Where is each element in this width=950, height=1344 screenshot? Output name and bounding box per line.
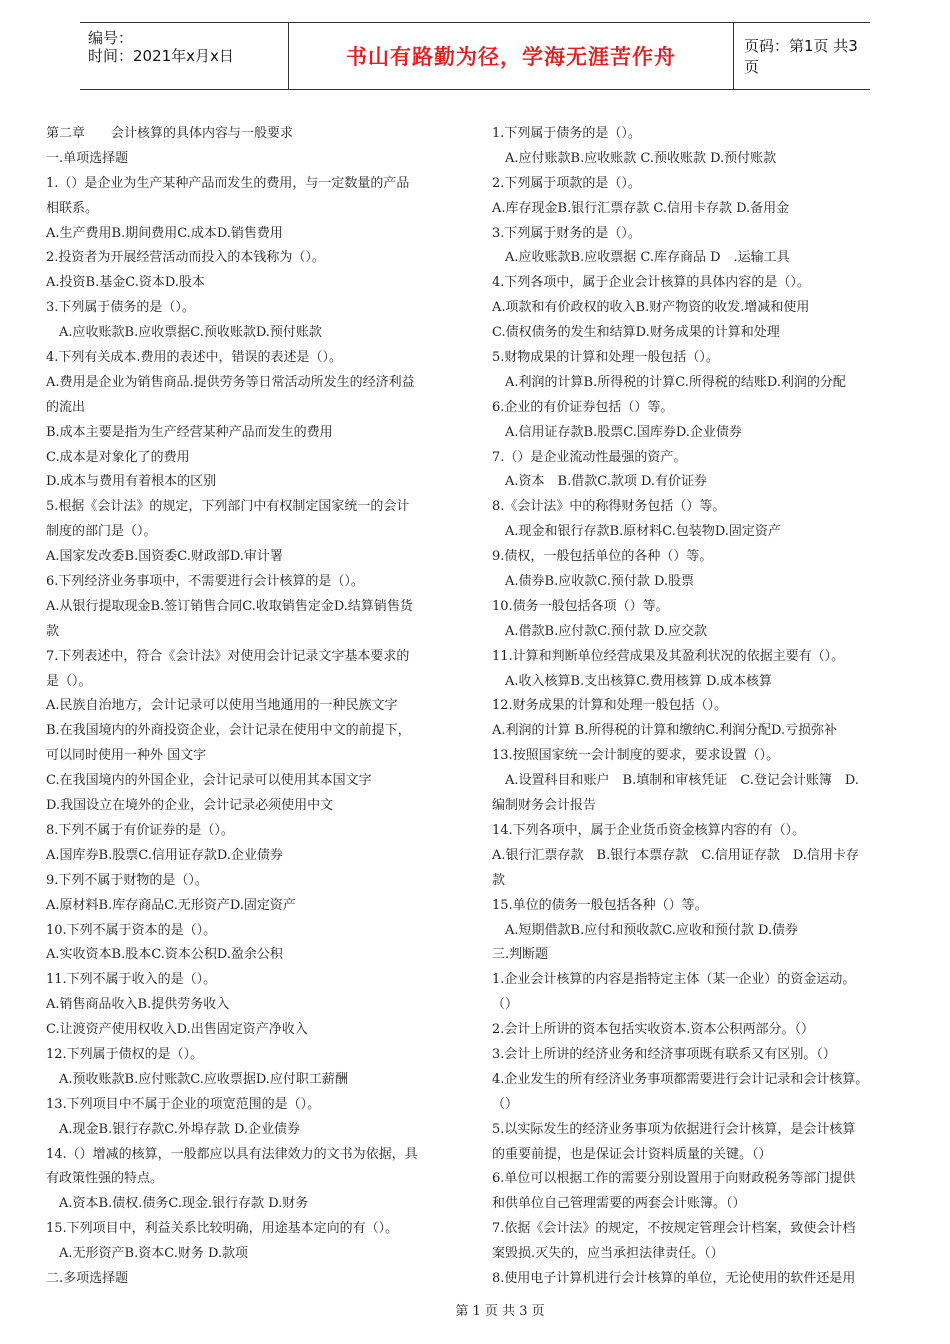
- text-line: 可以同时使用一种外 国文字: [46, 748, 207, 764]
- text-line: 14.（）增减的核算，一般都应以具有法律效力的文书为依据，具: [46, 1146, 418, 1162]
- text-line: 4.企业发生的所有经济业务事项都需要进行会计记录和会计核算。: [492, 1071, 869, 1087]
- text-line: 10.债务一般包括各项（）等。: [492, 598, 669, 614]
- text-line: A.项款和有价政权的收入B.财产物资的收发.增减和使用: [492, 300, 810, 316]
- text-line: 5.根据《会计法》的规定，下列部门中有权制定国家统一的会计: [46, 499, 410, 515]
- text-line: 制度的部门是（）。: [46, 524, 157, 540]
- text-line: 3.下列属于财务的是（）。: [492, 225, 641, 241]
- text-line: A.应付账款B.应收账款 C.预收账款 D.预付账款: [505, 150, 777, 166]
- text-line: 的重要前提，也是保证会计资料质量的关键。（）: [492, 1146, 772, 1162]
- text-line: （）: [492, 997, 519, 1013]
- left-column: [46, 122, 460, 1292]
- page-footer: 第 1 页 共 3 页: [455, 1304, 545, 1319]
- text-line: 1.（）是企业为生产某种产品而发生的费用，与一定数量的产品: [46, 175, 410, 191]
- text-line: A.借款B.应付款C.预付款 D.应交款: [505, 623, 708, 639]
- text-line: A.利润的计算 B.所得税的计算和缴纳C.利润分配D.亏损弥补: [492, 723, 838, 739]
- text-line: C.债权债务的发生和结算D.财务成果的计算和处理: [492, 325, 780, 341]
- text-line: A.现金和银行存款B.原材料C.包装物D.固定资产: [505, 524, 781, 540]
- text-line: A.债券B.应收款C.预付款 D.股票: [505, 574, 695, 590]
- text-line: C.成本是对象化了的费用: [46, 449, 190, 465]
- text-line: 12.财务成果的计算和处理一般包括（）。: [492, 698, 728, 714]
- text-line: 案毁损.灭失的，应当承担法律责任。（）: [492, 1246, 724, 1262]
- text-line: A.从银行提取现金B.签订销售合同C.收取销售定金D.结算销售货: [46, 598, 413, 614]
- text-line: 8.使用电子计算机进行会计核算的单位，无论使用的软件还是用: [492, 1270, 856, 1286]
- text-line: B.在我国境内的外商投资企业，会计记录在使用中文的前提下，: [46, 723, 411, 739]
- text-line: A.信用证存款B.股票C.国库券D.企业债券: [505, 424, 742, 440]
- text-line: 2.会计上所讲的资本包括实收资本.资本公积两部分。（）: [492, 1022, 815, 1038]
- text-line: A.资本B.债权.债务C.现金.银行存款 D.财务: [59, 1196, 309, 1212]
- text-line: 8.下列不属于有价证券的是（）。: [46, 822, 234, 838]
- text-line: 编制财务会计报告: [492, 798, 597, 814]
- text-line: A.投资B.基金C.资本D.股本: [46, 275, 205, 291]
- text-line: A.国家发改委B.国资委C.财政部D.审计署: [46, 549, 283, 565]
- text-line: 14.下列各项中，属于企业货币资金核算内容的有（）。: [492, 822, 806, 838]
- text-line: 7.依据《会计法》的规定，不按规定管理会计档案，致使会计档: [492, 1221, 856, 1237]
- header-info: [80, 23, 288, 89]
- text-line: A.收入核算B.支出核算C.费用核算 D.成本核算: [505, 673, 773, 689]
- text-line: 的流出: [46, 399, 86, 415]
- text-line: 6.下列经济业务事项中，不需要进行会计核算的是（）。: [46, 574, 364, 590]
- text-line: C.在我国境内的外国企业，会计记录可以使用其本国文字: [46, 773, 372, 789]
- page-header: [80, 22, 870, 90]
- text-line: 8.《会计法》中的称得财务包括（）等。: [492, 499, 726, 515]
- text-line: A.生产费用B.期间费用C.成本D.销售费用: [46, 225, 283, 241]
- text-line: 13.下列项目中不属于企业的项宽范围的是（）。: [46, 1096, 321, 1112]
- text-line: A.设置科目和账户 B.填制和审核凭证 C.登记会计账簿 D.: [505, 773, 859, 789]
- time-label: 时间：2021年x月x日: [88, 47, 234, 65]
- text-line: 一.单项选择题: [46, 150, 129, 166]
- text-line: C.让渡资产使用权收入D.出售固定资产净收入: [46, 1022, 308, 1038]
- text-line: A.应收账款B.应收票据C.预收账款D.预付账款: [59, 325, 322, 341]
- text-line: 13.按照国家统一会计制度的要求，要求设置（）。: [492, 748, 780, 764]
- text-line: 10.下列不属于资本的是（）。: [46, 922, 217, 938]
- text-line: 6.单位可以根据工作的需要分别设置用于向财政税务等部门提供: [492, 1171, 856, 1187]
- text-line: A.应收账款B.应收票据 C.库存商品 D .运输工具: [505, 250, 790, 266]
- text-line: A.实收资本B.股本C.资本公积D.盈余公积: [46, 947, 283, 963]
- text-line: 4.下列有关成本.费用的表述中，错误的表述是（）。: [46, 350, 343, 366]
- motto-text: 书山有路勤为径，学海无涯苦作舟: [288, 23, 734, 89]
- text-line: 三.判断题: [492, 947, 549, 963]
- text-line: 是（）。: [46, 673, 92, 689]
- text-line: A.民族自治地方，会计记录可以使用当地通用的一种民族文字: [46, 698, 398, 714]
- text-line: 9.下列不属于财物的是（）。: [46, 872, 208, 888]
- text-line: 5.财物成果的计算和处理一般包括（）。: [492, 350, 719, 366]
- text-line: A.银行汇票存款 B.银行本票存款 C.信用证存款 D.信用卡存: [492, 847, 859, 863]
- text-line: A.预收账款B.应付账款C.应收票据D.应付职工薪酬: [59, 1071, 348, 1087]
- text-line: 7.下列表述中，符合《会计法》对使用会计记录文字基本要求的: [46, 648, 410, 664]
- text-line: 15.单位的债务一般包括各种（）等。: [492, 897, 708, 913]
- text-line: 2.下列属于项款的是（）。: [492, 175, 641, 191]
- text-line: 4.下列各项中，属于企业会计核算的具体内容的是（）。: [492, 275, 810, 291]
- number-label: 编号：: [88, 29, 134, 47]
- text-line: 款: [46, 623, 60, 639]
- text-line: 和供单位自己管理需要的两套会计账簿。（）: [492, 1196, 746, 1212]
- text-line: A.无形资产B.资本C.财务 D.款项: [59, 1246, 249, 1262]
- text-line: A.费用是企业为销售商品.提供劳务等日常活动所发生的经济利益: [46, 374, 415, 390]
- text-line: 二.多项选择题: [46, 1270, 129, 1286]
- text-line: A.利润的计算B.所得税的计算C.所得税的结账D.利润的分配: [505, 374, 846, 390]
- text-line: 1.企业会计核算的内容是指特定主体（某一企业）的资金运动。: [492, 972, 856, 988]
- page-indicator: 页码：第1页 共3页: [744, 37, 858, 76]
- text-line: （）: [492, 1096, 519, 1112]
- text-line: A.销售商品收入B.提供劳务收入: [46, 997, 230, 1013]
- text-line: A.原材料B.库存商品C.无形资产D.固定资产: [46, 897, 296, 913]
- text-line: 有政策性强的特点。: [46, 1171, 164, 1187]
- text-line: 6.企业的有价证券包括（）等。: [492, 399, 674, 415]
- text-line: 7.（）是企业流动性最强的资产。: [492, 449, 687, 465]
- text-line: A.短期借款B.应付和预收款C.应收和预付款 D.债券: [505, 922, 799, 938]
- text-line: A.国库券B.股票C.信用证存款D.企业债券: [46, 847, 283, 863]
- text-line: 5.以实际发生的经济业务事项为依据进行会计核算，是会计核算: [492, 1121, 856, 1137]
- text-line: 11.下列不属于收入的是（）。: [46, 972, 217, 988]
- right-column: [492, 122, 906, 1292]
- text-line: 3.下列属于债务的是（）。: [46, 300, 195, 316]
- text-line: A.现金B.银行存款C.外埠存款 D.企业债券: [59, 1121, 301, 1137]
- text-line: 2.投资者为开展经营活动而投入的本钱称为（）。: [46, 250, 325, 266]
- text-line: A.库存现金B.银行汇票存款 C.信用卡存款 D.备用金: [492, 200, 790, 216]
- text-line: 15.下列项目中，利益关系比较明确，用途基本定向的有（）。: [46, 1221, 399, 1237]
- text-line: 款: [492, 872, 506, 888]
- text-line: B.成本主要是指为生产经营某种产品而发生的费用: [46, 424, 333, 440]
- text-line: 9.债权，一般包括单位的各种（）等。: [492, 549, 713, 565]
- text-line: D.成本与费用有着根本的区别: [46, 474, 217, 490]
- text-line: 12.下列属于债权的是（）。: [46, 1046, 204, 1062]
- text-line: 11.计算和判断单位经营成果及其盈利状况的依据主要有（）。: [492, 648, 845, 664]
- text-line: 3.会计上所讲的经济业务和经济事项既有联系又有区别。（）: [492, 1046, 836, 1062]
- text-line: A.资本 B.借款C.款项 D.有价证券: [505, 474, 708, 490]
- text-line: 1.下列属于债务的是（）。: [492, 126, 641, 141]
- text-line: 相联系。: [46, 200, 99, 216]
- text-line: 第二章 会计核算的具体内容与一般要求: [46, 126, 294, 141]
- text-line: D.我国设立在境外的企业，会计记录必须使用中文: [46, 798, 334, 814]
